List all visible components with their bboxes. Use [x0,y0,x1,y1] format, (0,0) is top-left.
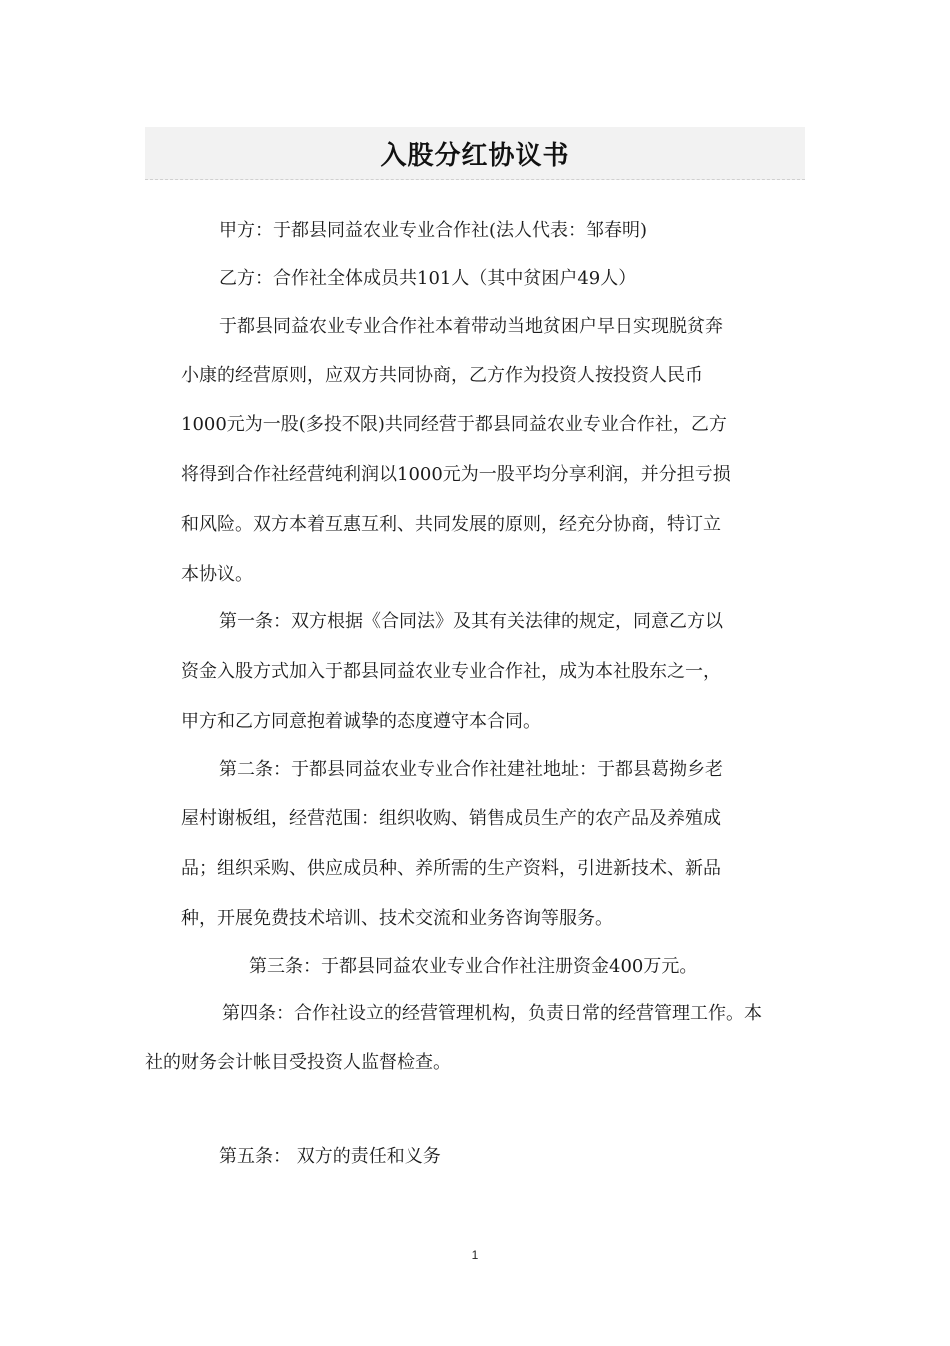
intro-line-4: 将得到合作社经营纯利润以1000元为一股平均分享利润，并分担亏损 [181,464,731,485]
intro-line-2: 小康的经营原则，应双方共同协商，乙方作为投资人按投资人民币 [181,365,703,386]
party-a-line: 甲方：于都县同益农业专业合作社(法人代表：邹春明) [219,220,648,241]
article-1-line-3: 甲方和乙方同意抱着诚挚的态度遵守本合同。 [181,711,541,732]
article-1-line-1: 第一条：双方根据《合同法》及其有关法律的规定，同意乙方以 [219,611,723,632]
article-4-line-1: 第四条：合作社设立的经营管理机构，负责日常的经营管理工作。本 [222,1003,762,1024]
article-2-line-1: 第二条：于都县同益农业专业合作社建社地址：于都县葛拗乡老 [219,759,723,780]
article-2-line-4: 种，开展免费技术培训、技术交流和业务咨询等服务。 [181,908,613,929]
intro-line-6: 本协议。 [181,564,253,585]
article-3-line: 第三条：于都县同益农业专业合作社注册资金400万元。 [249,956,698,977]
article-2-line-2: 屋村谢板组，经营范围：组织收购、销售成员生产的农产品及养殖成 [181,808,721,829]
article-1-line-2: 资金入股方式加入于都县同益农业专业合作社，成为本社股东之一， [181,661,721,682]
article-4-line-2: 社的财务会计帐目受投资人监督检查。 [145,1052,451,1073]
article-2-line-3: 品；组织采购、供应成员种、养所需的生产资料，引进新技术、新品 [181,858,721,879]
intro-line-3: 1000元为一股(多投不限)共同经营于都县同益农业专业合作社，乙方 [181,414,727,435]
intro-line-1: 于都县同益农业专业合作社本着带动当地贫困户早日实现脱贫奔 [219,316,723,337]
article-5-heading: 第五条： 双方的责任和义务 [219,1146,441,1167]
title-banner [145,127,805,180]
party-b-line: 乙方：合作社全体成员共101人（其中贫困户49人） [219,268,637,289]
document-title: 入股分红协议书 [380,140,570,171]
intro-line-5: 和风险。双方本着互惠互利、共同发展的原则，经充分协商，特订立 [181,514,721,535]
page-number: 1 [471,1248,479,1262]
